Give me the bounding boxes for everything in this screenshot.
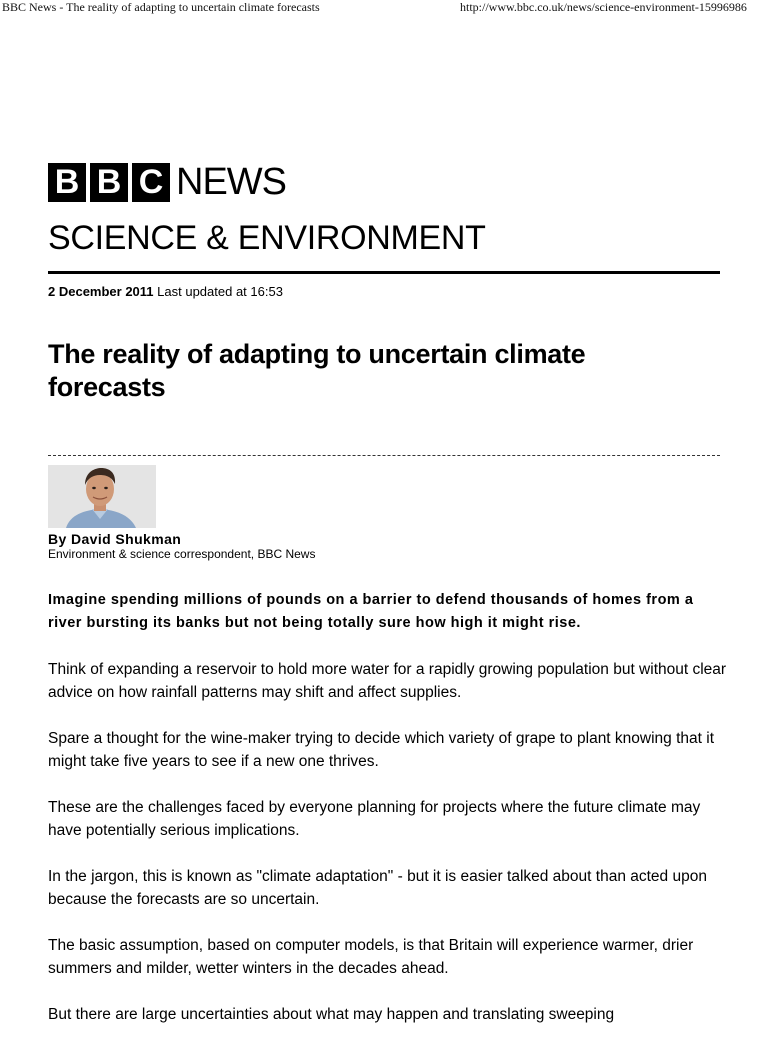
author-role: Environment & science correspondent, BBC News <box>48 547 316 561</box>
article-paragraph: In the jargon, this is known as "climate adaptation" - but it is easier talked about than acted upon because the forecasts are so uncertain. <box>48 868 707 908</box>
author-photo <box>48 465 156 528</box>
article-paragraph: But there are large uncertainties about what may happen and translating sweeping <box>48 1006 615 1023</box>
print-page-title: BBC News - The reality of adapting to uncertain climate forecasts <box>2 0 320 14</box>
article-body <box>48 589 728 1049</box>
article-paragraph: These are the challenges faced by everyone planning for projects where the future climate may have potentially serious implications. <box>48 799 701 839</box>
author-portrait-image <box>48 465 156 528</box>
logo-block-b1: B <box>48 163 86 202</box>
article-paragraph: Spare a thought for the wine-maker trying to decide which variety of grape to plant knowing that it might take five years to see if a new one thrives. <box>48 730 715 770</box>
dateline <box>48 284 283 300</box>
article-paragraph: The basic assumption, based on computer models, is that Britain will experience warmer, drier summers and milder, wetter winters in the decades ahead. <box>48 937 694 977</box>
article-lead-paragraph: Imagine spending millions of pounds on a barrier to defend thousands of homes from a river bursting its banks but not being totally sure how high it might rise. <box>48 592 694 631</box>
section-divider <box>48 271 720 274</box>
article-headline: The reality of adapting to uncertain climate forecasts <box>48 339 586 402</box>
article-paragraph: Think of expanding a reservoir to hold more water for a rapidly growing population but without clear advice on how rainfall patterns may shift and affect supplies. <box>48 661 727 701</box>
last-updated: Last updated at 16:53 <box>157 284 283 299</box>
bbc-news-logo[interactable] <box>48 162 286 202</box>
print-page-url[interactable]: http://www.bbc.co.uk/news/science-environment-15996986 <box>460 0 747 14</box>
author-byline: By David Shukman <box>48 531 182 547</box>
logo-news-word: NEWS <box>176 161 286 203</box>
section-title[interactable]: SCIENCE & ENVIRONMENT <box>48 219 486 257</box>
logo-block-c: C <box>132 163 170 202</box>
logo-block-b2: B <box>90 163 128 202</box>
dashed-divider <box>48 455 720 456</box>
publish-date: 2 December 2011 <box>48 284 154 299</box>
print-header <box>0 0 768 16</box>
